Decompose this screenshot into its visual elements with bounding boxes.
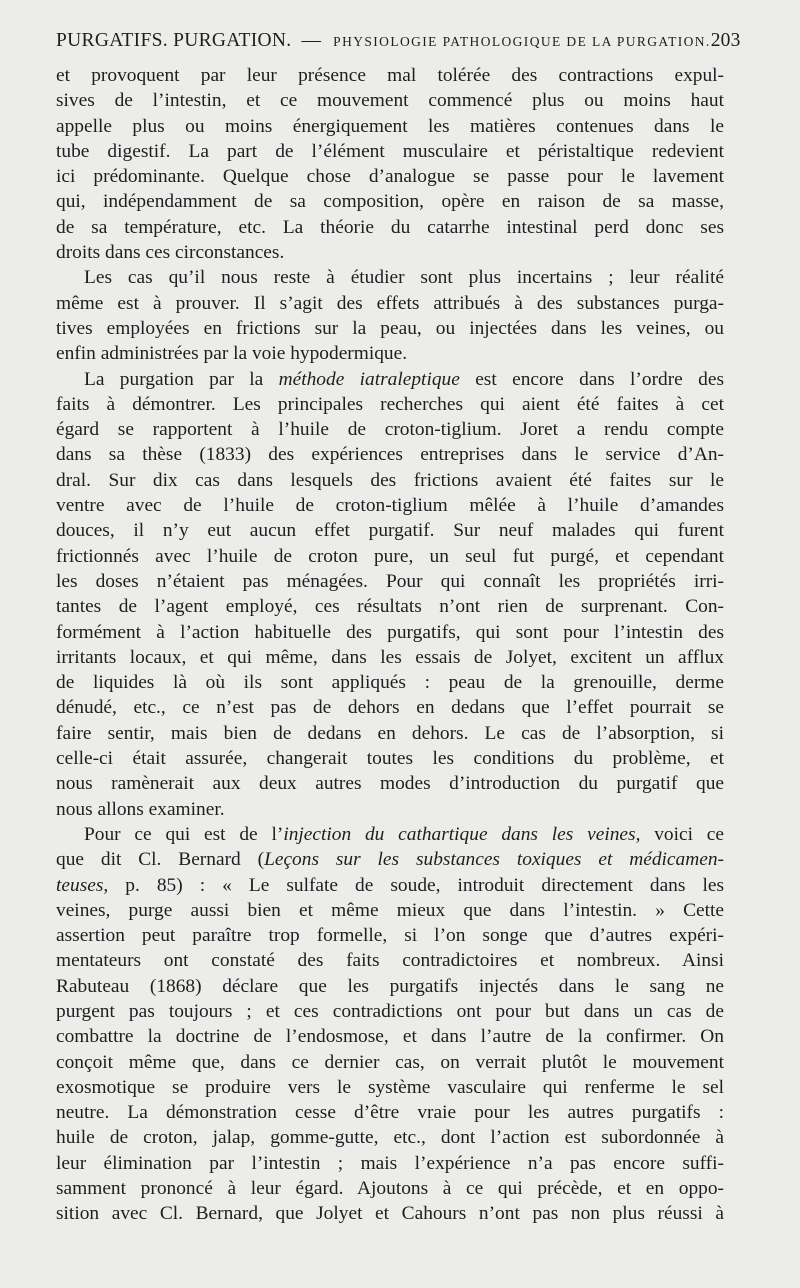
text-line: samment prononcé à leur égard. Ajoutons à ce qui précède, et en oppo- xyxy=(56,1178,724,1200)
text-line: faits à démontrer. Les principales recherches qui aient été faites à cet xyxy=(56,393,724,415)
text-line: mentateurs ont constaté des faits contradictoires et nombreux. Ainsi xyxy=(56,950,724,972)
text-line: dral. Sur dix cas dans lesquels des frictions avaient été faites sur le xyxy=(56,469,724,491)
text-line: sives de l’intestin, et ce mouvement commencé plus ou moins haut xyxy=(56,90,724,112)
text-line: combattre la doctrine de l’endosmose, et dans l’autre de la confirmer. On xyxy=(56,1026,724,1048)
running-head-dash: — xyxy=(301,30,322,51)
text-line: égard se rapportent à l’huile de croton-tiglium. Joret a rendu compte xyxy=(56,419,724,441)
text-line: formément à l’action habituelle des purgatifs, qui sont pour l’intestin des xyxy=(56,621,724,643)
text-line: nous ramènerait aux deux autres modes d’introduction du purgatif que xyxy=(56,773,724,795)
text-line: Les cas qu’il nous reste à étudier sont plus incertains ; leur réalité xyxy=(84,267,724,289)
running-head-subtitle: PHYSIOLOGIE PATHOLOGIQUE DE LA PURGATION. xyxy=(333,34,711,49)
text-line: tantes de l’agent employé, ces résultats n’ont rien de surprenant. Con- xyxy=(56,596,724,618)
text-line: douces, il n’y eut aucun effet purgatif. Sur neuf malades qui furent xyxy=(56,520,724,542)
page-number: 203 xyxy=(710,30,741,51)
text-line: assertion peut paraître trop formelle, si l’on songe que d’autres expéri- xyxy=(56,925,724,947)
text-line: que dit Cl. Bernard (Leçons sur les substances toxiques et médicamen- xyxy=(56,849,724,871)
text-line: Rabuteau (1868) déclare que les purgatifs injectés dans le sang ne xyxy=(56,975,724,997)
text-line: même est à prouver. Il s’agit des effets attribués à des substances purga- xyxy=(56,292,724,314)
text-line: et provoquent par leur présence mal tolérée des contractions expul- xyxy=(56,65,724,86)
text-line: ici prédominante. Quelque chose d’analogue se passe pour le lavement xyxy=(56,166,724,188)
text-line: La purgation par la méthode iatraleptique est encore dans l’ordre des xyxy=(84,368,724,390)
text-line: purgent pas toujours ; et ces contradictions ont pour but dans un cas de xyxy=(56,1000,724,1022)
text-line: tube digestif. La part de l’élément musculaire et péristaltique redevient xyxy=(56,140,724,162)
text-line: les doses n’étaient pas ménagées. Pour qui connaît les propriétés irri- xyxy=(56,570,724,592)
text-line: celle-ci était assurée, changerait toutes les conditions du problème, et xyxy=(56,748,724,770)
text-line: dans sa thèse (1833) des expériences entreprises dans le service d’An- xyxy=(56,444,724,466)
body-text xyxy=(56,63,724,1227)
text-line: qui, indépendamment de sa composition, opère en raison de sa masse, xyxy=(56,191,724,213)
text-line: dénudé, etc., ce n’est pas de dehors en dedans que l’effet pourrait se xyxy=(56,697,724,719)
text-line: enfin administrées par la voie hypodermique. xyxy=(56,343,408,365)
text-line: tives employées en frictions sur la peau, ou injectées dans les veines, ou xyxy=(56,317,724,339)
text-line: droits dans ces circonstances. xyxy=(56,242,285,264)
text-line: teuses, p. 85) : « Le sulfate de soude, introduit directement dans les xyxy=(56,874,724,896)
text-line: Pour ce qui est de l’injection du cathartique dans les veines, voici ce xyxy=(84,823,724,845)
text-line: huile de croton, jalap, gomme-gutte, etc., dont l’action est subordonnée à xyxy=(56,1127,724,1149)
text-line: frictionnés avec l’huile de croton pure, un seul fut purgé, et cependant xyxy=(56,545,724,567)
text-line: nous allons examiner. xyxy=(56,798,225,820)
text-line: de sa température, etc. La théorie du catarrhe intestinal perd donc ses xyxy=(56,216,724,238)
text-line: faire sentir, mais bien de dedans en dehors. Le cas de l’absorption, si xyxy=(56,722,724,744)
text-line: appelle plus ou moins énergiquement les matières contenues dans le xyxy=(56,115,724,137)
text-line: leur élimination par l’intestin ; mais l’expérience n’a pas encore suffi- xyxy=(56,1152,724,1174)
text-line: ventre avec de l’huile de croton-tiglium mêlée à l’huile d’amandes xyxy=(56,495,724,517)
text-line: neutre. La démonstration cesse d’être vraie pour les autres purgatifs : xyxy=(56,1102,724,1124)
running-head-title: PURGATIFS. PURGATION. xyxy=(56,30,292,51)
text-line: de liquides là où ils sont appliqués : peau de la grenouille, derme xyxy=(56,672,724,694)
text-line: veines, purge aussi bien et même mieux que dans l’intestin. » Cette xyxy=(56,899,724,921)
text-line: sition avec Cl. Bernard, que Jolyet et Cahours n’ont pas non plus réussi à xyxy=(56,1203,724,1225)
text-line: conçoit même que, dans ce dernier cas, on verrait plutôt le mouvement xyxy=(56,1051,724,1073)
text-line: irritants locaux, et qui même, dans les essais de Jolyet, excitent un afflux xyxy=(56,646,724,668)
running-head xyxy=(56,30,741,60)
text-line: exosmotique se produire vers le système vasculaire qui renferme le sel xyxy=(56,1076,724,1098)
